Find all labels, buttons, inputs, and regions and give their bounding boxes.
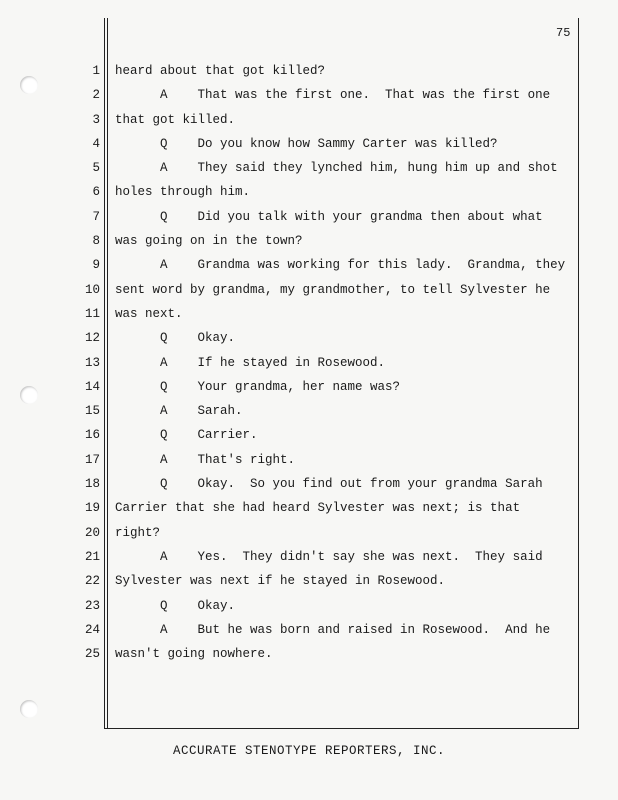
line-text: heard about that got killed? [115,64,326,78]
line-number: 6 [92,185,100,200]
line-number: 3 [92,112,100,127]
line-text: A Grandma was working for this lady. Grandma, they [115,258,566,273]
line-number: 5 [92,161,100,176]
line-text: holes through him. [115,185,251,200]
line-number: 8 [92,234,100,249]
line-text: Q Okay. [115,598,236,613]
line-text: Q Carrier. [115,428,258,443]
transcript-line [0,400,618,424]
transcript-line [0,424,618,448]
transcript-line [0,303,618,327]
line-text: Sylvester was next if he stayed in Rosewood. [115,574,446,589]
transcript-line [0,352,618,376]
line-number: 1 [92,64,100,78]
line-number: 4 [92,136,100,151]
line-text: Q Do you know how Sammy Carter was killed? [115,136,498,151]
line-text: A Yes. They didn't say she was next. They said [115,549,543,564]
line-number: 25 [84,647,100,662]
line-number: 12 [84,331,100,346]
transcript-line [0,595,618,619]
line-text: that got killed. [115,112,236,127]
line-text: A They said they lynched him, hung him up and shot [115,161,558,176]
transcript-line [0,109,618,133]
transcript-line [0,327,618,351]
line-number: 11 [84,306,100,321]
line-number: 21 [84,549,100,564]
page-frame-bottom-line [104,728,579,729]
line-text: right? [115,525,161,540]
line-number: 2 [92,88,100,103]
line-text: Q Okay. So you find out from your grandma Sarah [115,477,543,492]
transcript-line [0,181,618,205]
line-number: 10 [84,282,100,297]
transcript-line [0,497,618,521]
line-text: was going on in the town? [115,234,303,249]
line-text: Q Okay. [115,331,236,346]
transcript-line [0,449,618,473]
line-text: Q Your grandma, her name was? [115,379,401,394]
transcript-line [0,84,618,108]
line-text: sent word by grandma, my grandmother, to tell Sylvester he [115,282,551,297]
transcript-line [0,279,618,303]
transcript-line [0,206,618,230]
line-number: 7 [92,209,100,224]
line-number: 19 [84,501,100,516]
line-text: A That's right. [115,452,296,467]
line-number: 23 [84,598,100,613]
transcript-line [0,230,618,254]
line-text: A But he was born and raised in Rosewood. And he [115,622,551,637]
binder-hole-bottom [20,700,38,718]
line-number: 13 [84,355,100,370]
line-number: 18 [84,477,100,492]
transcript-line [0,157,618,181]
line-text: A Sarah. [115,404,243,419]
line-text: Carrier that she had heard Sylvester was next; is that [115,501,521,516]
transcript-line [0,643,618,667]
transcript-line [0,376,618,400]
line-text: A If he stayed in Rosewood. [115,355,386,370]
line-number: 20 [84,525,100,540]
transcript-lines [0,60,618,667]
transcript-line [0,473,618,497]
line-text: was next. [115,306,183,321]
transcript-line [0,522,618,546]
line-number: 9 [92,258,100,273]
transcript-line [0,619,618,643]
line-number: 14 [84,379,100,394]
line-number: 24 [84,622,100,637]
transcript-line [0,60,618,84]
transcript-line [0,546,618,570]
line-text: wasn't going nowhere. [115,647,273,662]
line-text: A That was the first one. That was the first one [115,88,551,103]
footer-reporter-name: ACCURATE STENOTYPE REPORTERS, INC. [172,744,446,758]
line-number: 22 [84,574,100,589]
line-number: 16 [84,428,100,443]
line-number: 17 [84,452,100,467]
transcript-line [0,570,618,594]
transcript-line [0,254,618,278]
line-text: Q Did you talk with your grandma then about what [115,209,543,224]
page-number: 75 [556,26,571,40]
line-number: 15 [84,404,100,419]
transcript-line [0,133,618,157]
